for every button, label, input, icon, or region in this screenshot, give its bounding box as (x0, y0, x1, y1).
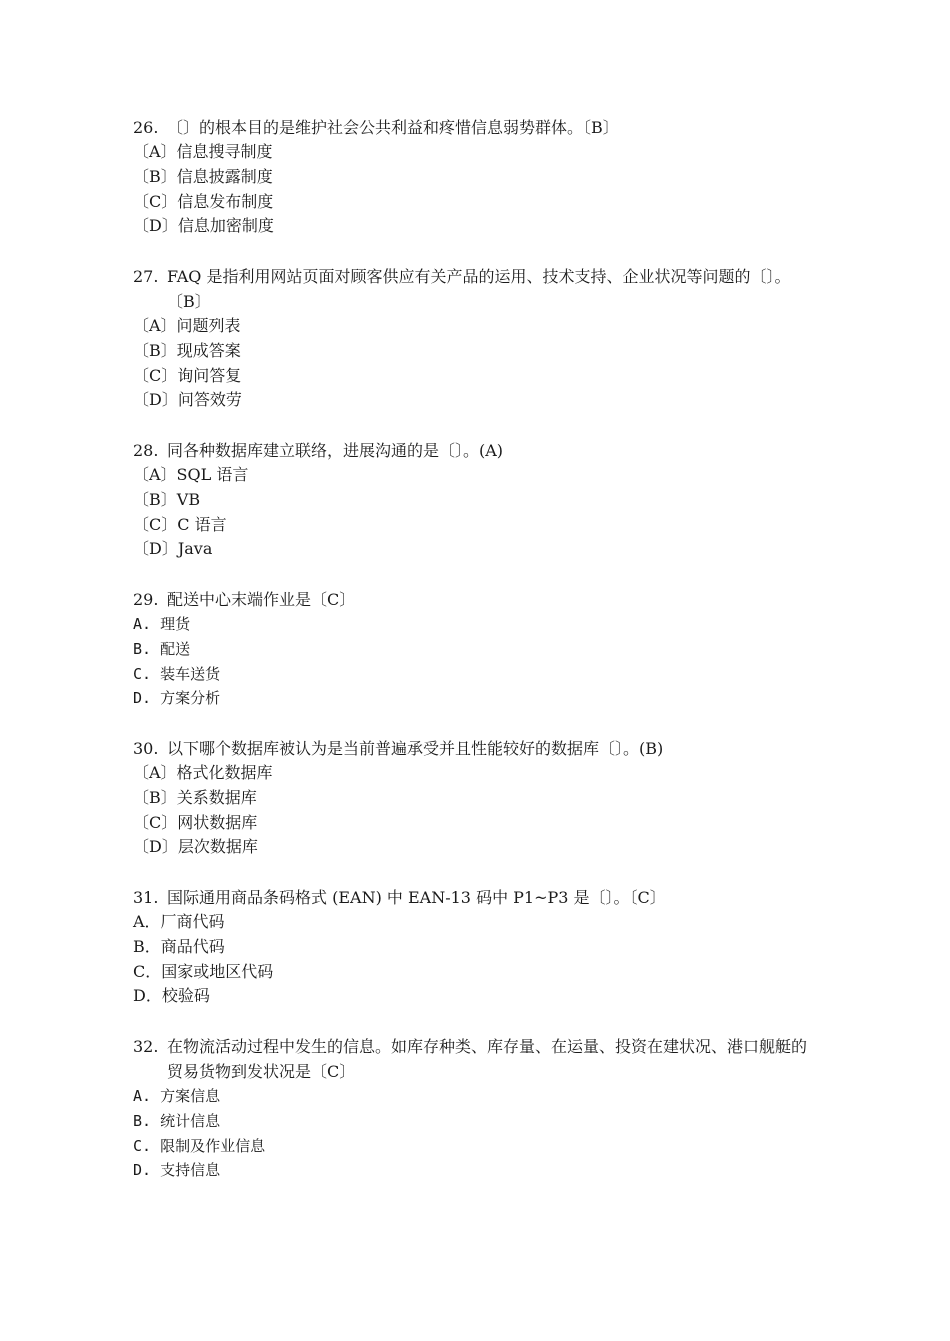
question-32 (133, 1034, 813, 1183)
option-c: C．国家或地区代码 (133, 961, 274, 981)
option-c: 〔C〕C 语言 (133, 514, 227, 534)
question-text: 在物流活动过程中发生的信息。如库存种类、库存量、在运量、投资在建状况、港口舰艇的贸易货物到发状况是〔C〕 (167, 1037, 808, 1081)
option-c: 〔C〕信息发布制度 (133, 191, 274, 211)
option-c: C. 装车送货 (133, 664, 221, 683)
question-number: 28. (133, 441, 159, 460)
option-b: B．商品代码 (133, 936, 225, 956)
question-29 (133, 587, 813, 711)
option-a: A. 理货 (133, 615, 191, 633)
question-number: 32. (133, 1037, 159, 1056)
option-d: D. 支持信息 (133, 1161, 221, 1180)
option-a: 〔A〕信息搜寻制度 (133, 142, 273, 161)
option-b: 〔B〕关系数据库 (133, 787, 257, 807)
option-d: 〔D〕信息加密制度 (133, 216, 274, 236)
option-b: B. 统计信息 (133, 1111, 221, 1130)
option-a: 〔A〕问题列表 (133, 316, 241, 335)
option-d: D. 方案分析 (133, 689, 221, 708)
question-27 (133, 264, 813, 413)
question-stem (133, 438, 813, 463)
option-b: 〔B〕信息披露制度 (133, 166, 273, 186)
option-d: 〔D〕问答效劳 (133, 390, 242, 410)
option-b: 〔B〕VB (133, 489, 201, 509)
option-b: 〔B〕现成答案 (133, 340, 241, 360)
option-a: A. 方案信息 (133, 1087, 221, 1105)
question-number: 30. (133, 739, 159, 758)
question-stem (133, 1034, 813, 1084)
question-stem (133, 115, 813, 140)
option-a: 〔A〕格式化数据库 (133, 763, 273, 782)
question-31 (133, 885, 813, 1009)
question-number: 27. (133, 267, 159, 286)
option-a: 〔A〕SQL 语言 (133, 465, 249, 484)
option-c: C. 限制及作业信息 (133, 1136, 266, 1155)
option-d: 〔D〕层次数据库 (133, 837, 258, 857)
question-number: 29. (133, 590, 159, 609)
option-c: 〔C〕询问答复 (133, 365, 242, 385)
option-b: B. 配送 (133, 639, 191, 658)
question-number: 26. (133, 118, 159, 137)
question-text: 同各种数据库建立联络，进展沟通的是〔〕。(A) (167, 441, 504, 460)
question-stem (133, 264, 813, 314)
question-28 (133, 438, 813, 562)
question-26 (133, 115, 813, 239)
question-stem (133, 736, 813, 761)
question-stem (133, 885, 813, 910)
question-text: FAQ 是指利用网站页面对顾客供应有关产品的运用、技术支持、企业状况等问题的〔〕。〔B〕 (167, 267, 791, 311)
question-text: 以下哪个数据库被认为是当前普遍承受并且性能较好的数据库〔〕。(B) (167, 739, 664, 758)
question-30 (133, 736, 813, 860)
option-d: 〔D〕Java (133, 539, 213, 559)
question-text: 国际通用商品条码格式 (EAN) 中 EAN-13 码中 P1~P3 是〔〕。〔C〕 (167, 888, 666, 907)
question-number: 31. (133, 888, 159, 907)
option-c: 〔C〕网状数据库 (133, 812, 258, 832)
question-text: 〔〕的根本目的是维护社会公共利益和疼惜信息弱势群体。〔B〕 (167, 118, 619, 137)
option-a: A．厂商代码 (133, 912, 225, 931)
question-text: 配送中心末端作业是〔C〕 (167, 590, 356, 609)
option-d: D．校验码 (133, 986, 210, 1006)
question-stem (133, 587, 813, 612)
